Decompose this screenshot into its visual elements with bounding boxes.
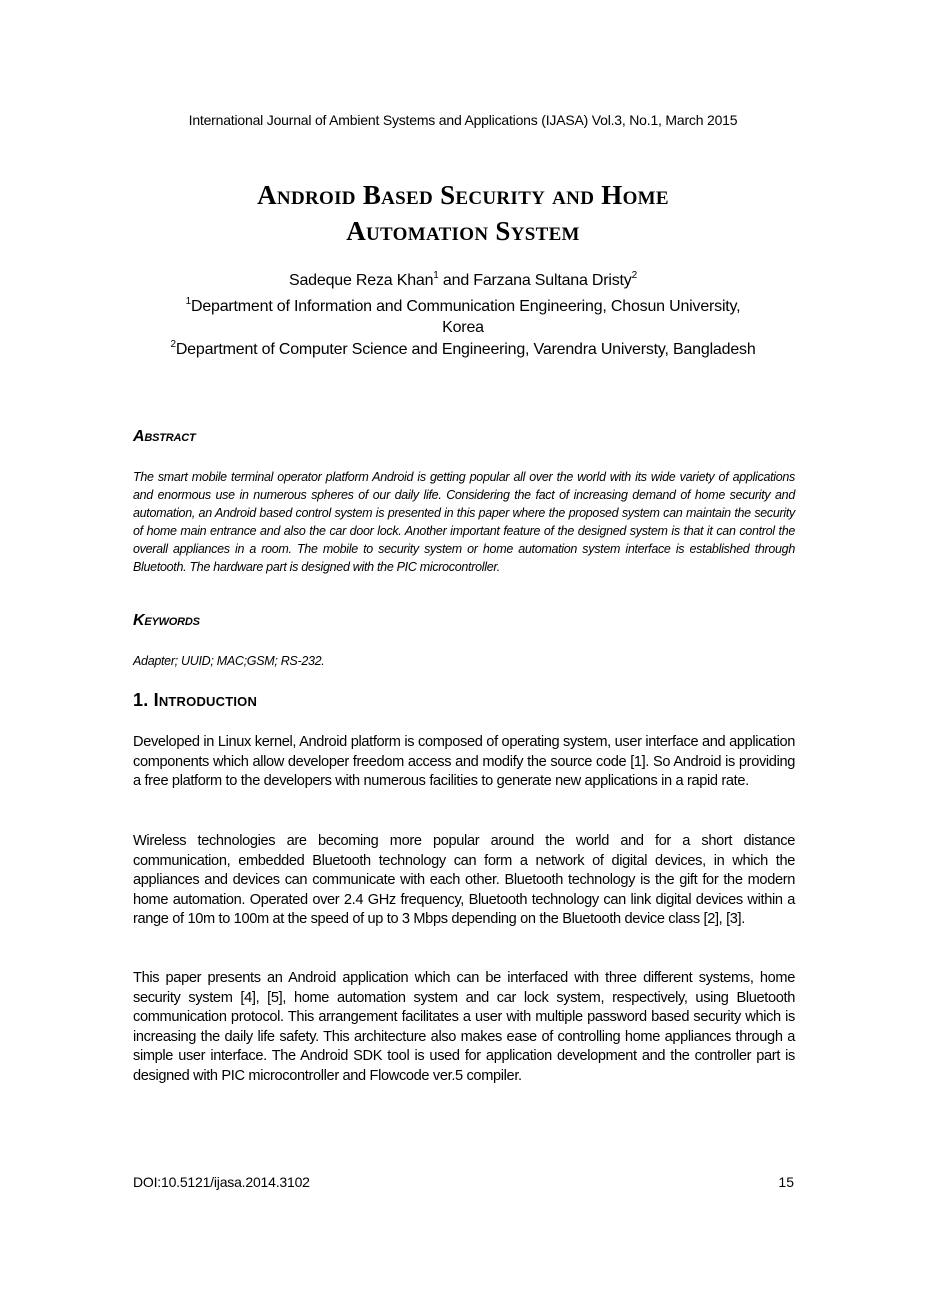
title-line-1: Android Based Security and Home [257, 180, 669, 210]
affiliation-1-line-1: Department of Information and Communication Engineering, Chosun University, [190, 298, 741, 315]
introduction-paragraph-3: This paper presents an Android application which can be interfaced with three different systems, home security system [4], [5], home automation system and car lock system, respectively, using Bluetooth communication protocol. This arrangement facilitates a user with multiple password based security which is increasing the daily life safety. This architecture also makes ease of controlling home appliances through a simple user interface. The Android SDK tool is used for application development and the controller part is designed with PIC microcontroller and Flowcode ver.5 compiler. [133, 970, 795, 1084]
abstract-text: The smart mobile terminal operator platform Android is getting popular all over the world with its wide variety of applications and enormous use in numerous spheres of our daily life. Considering the fact of increasing demand of home security and automation, an Android based control system is presented in this paper where the proposed system can maintain the security of home main entrance and also the car door lock. Another important feature of the designed system is that it can control the overall appliances in a room. The mobile to security system or home automation system interface is established through Bluetooth. The hardware part is designed with the PIC microcontroller. [133, 470, 795, 574]
title-line-2: Automation System [346, 216, 580, 246]
paper-title [0, 177, 926, 249]
introduction-paragraph-2: Wireless technologies are becoming more popular around the world and for a short distance communication, embedded Bluetooth technology can form a network of digital devices, in which the appliances and devices can communicate with each other. Bluetooth technology is the gift for the modern home automation. Operated over 2.4 GHz frequency, Bluetooth technology can link digital devices within a range of 10m to 100m at the speed of up to 3 Mbps depending on the Bluetooth device class [2], [3]. [133, 833, 795, 927]
affiliation-1 [0, 296, 926, 338]
affiliation-2-mark: 2 [170, 339, 176, 350]
keywords-text: Adapter; UUID; MAC;GSM; RS-232. [133, 654, 325, 668]
introduction-paragraph-1: Developed in Linux kernel, Android platform is composed of operating system, user interface and application components which allow developer freedom access and modify the source code [1]. So Android is providing a free platform to the developers with numerous facilities to generate new applications in a rapid rate. [133, 734, 795, 789]
footer-doi: DOI:10.5121/ijasa.2014.3102 [133, 1174, 310, 1190]
affiliation-2-line-1: Department of Computer Science and Engineering, Varendra Universty, Bangladesh [175, 341, 756, 358]
author-2-name: Farzana Sultana Dristy [473, 272, 632, 289]
page-number: 15 [778, 1174, 794, 1190]
affiliation-2 [0, 339, 926, 360]
running-header: International Journal of Ambient Systems and Applications (IJASA) Vol.3, No.1, March 2015 [188, 112, 738, 128]
author-2-affiliation-mark: 2 [631, 270, 637, 281]
introduction-heading: 1. Introduction [133, 690, 258, 710]
abstract-heading: Abstract [133, 428, 196, 445]
keywords-heading: Keywords [133, 612, 200, 629]
affiliation-1-mark: 1 [185, 296, 191, 307]
author-list [0, 270, 926, 291]
author-1-affiliation-mark: 1 [433, 270, 439, 281]
author-1-name: Sadeque Reza Khan [289, 272, 434, 289]
author-connector: and [438, 272, 474, 289]
affiliation-1-line-2: Korea [442, 319, 484, 336]
